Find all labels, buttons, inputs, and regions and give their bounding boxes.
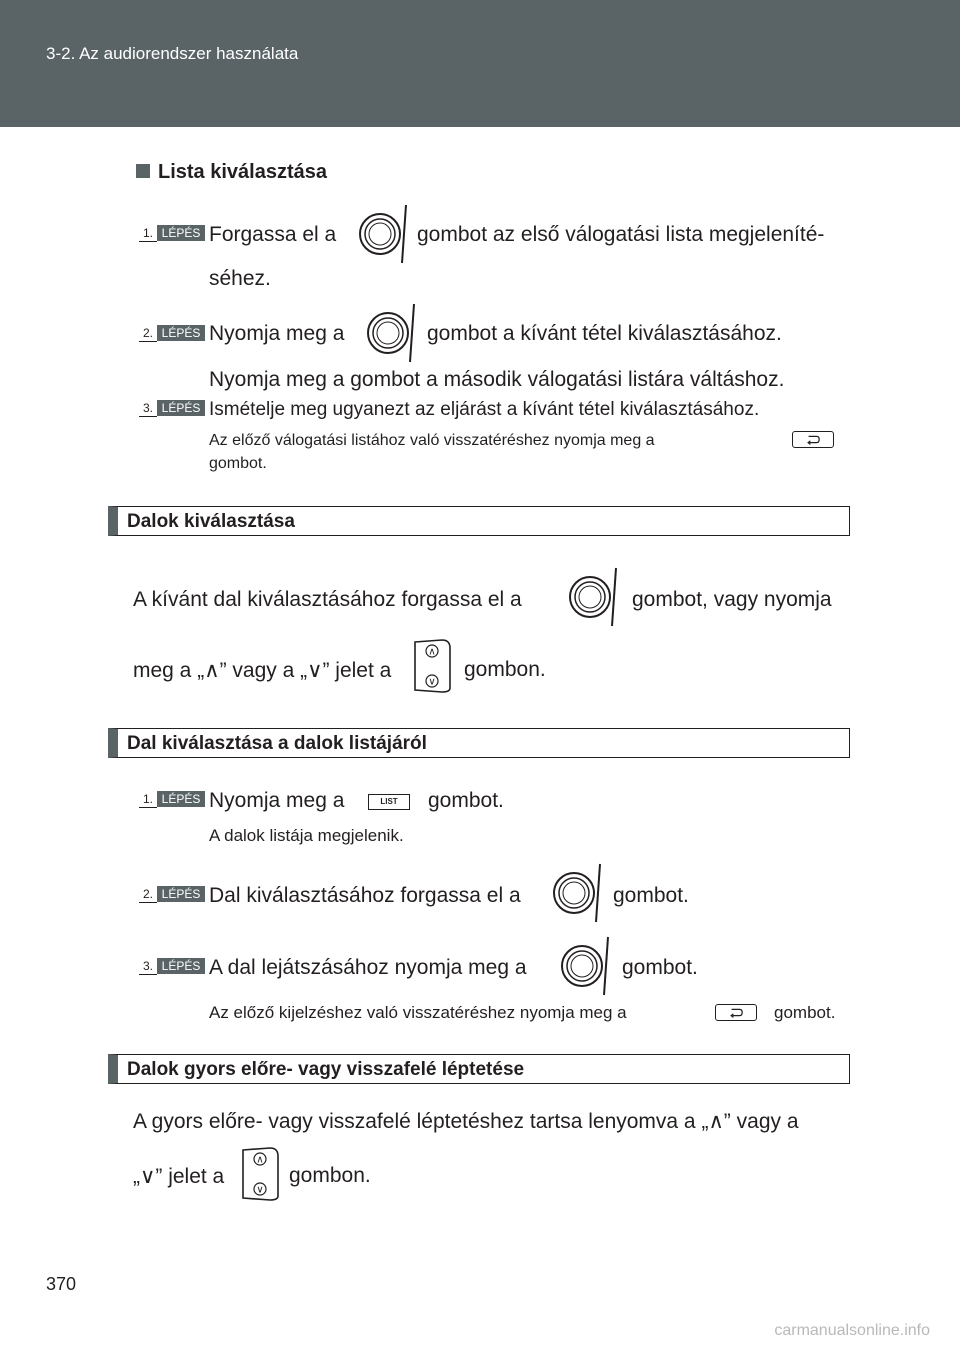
- body-text: gombon.: [289, 1164, 371, 1187]
- seek-rocker-icon: [240, 1146, 280, 1202]
- page-number: 370: [46, 1274, 77, 1294]
- down-symbol: ∨: [428, 676, 436, 688]
- up-symbol: ∧: [428, 646, 436, 658]
- step-note: Az előző kijelzéshez való visszatéréshez nyomja meg a: [209, 1003, 627, 1022]
- section-heading-box: [108, 1054, 850, 1084]
- section-heading-box: [108, 506, 850, 536]
- tune-knob-icon: [550, 862, 604, 924]
- step-badge: [139, 325, 205, 341]
- step-number: 3.: [139, 958, 157, 975]
- step-text: gombot a kívánt tétel kiválasztásához.: [427, 322, 782, 345]
- section-heading: Dalok kiválasztása: [127, 511, 295, 532]
- step-label: LÉPÉS: [157, 225, 205, 241]
- down-symbol: ∨: [256, 1184, 264, 1196]
- step-text: Nyomja meg a gombot a második válogatási listára váltáshoz.: [209, 368, 785, 391]
- section-heading-box: [108, 728, 850, 758]
- step-text: séhez.: [209, 267, 271, 290]
- seek-rocker-icon: [412, 638, 452, 694]
- step-badge: [139, 225, 205, 241]
- subsection-title-text: Lista kiválasztása: [158, 161, 327, 183]
- step-label: LÉPÉS: [157, 958, 205, 974]
- tune-knob-icon: [364, 302, 418, 364]
- square-bullet-icon: [136, 164, 150, 178]
- step-label: LÉPÉS: [157, 886, 205, 902]
- body-text: gombot, vagy nyomja: [632, 588, 832, 611]
- step-text: gombot.: [622, 956, 698, 979]
- body-text: meg a „∧” vagy a „∨” jelet a: [133, 659, 392, 682]
- watermark: carmanualsonline.info: [774, 1322, 930, 1339]
- step-note: gombot.: [209, 455, 267, 472]
- step-note: A dalok listája megjelenik.: [209, 826, 404, 845]
- step-badge: [139, 400, 205, 416]
- step-badge: [139, 886, 205, 902]
- body-text: gombon.: [464, 658, 546, 681]
- step-badge: [139, 958, 205, 974]
- step-text: Dal kiválasztásához forgassa el a: [209, 884, 521, 907]
- step-label: LÉPÉS: [157, 400, 205, 416]
- step-number: 3.: [139, 400, 157, 417]
- subsection-title: [136, 161, 327, 184]
- section-heading: Dalok gyors előre- vagy visszafelé léptetése: [127, 1059, 525, 1080]
- step-label: LÉPÉS: [157, 325, 205, 341]
- list-button-icon: LIST: [368, 794, 410, 810]
- step-number: 1.: [139, 225, 157, 242]
- step-text: A dal lejátszásához nyomja meg a: [209, 956, 527, 979]
- tune-knob-icon: [356, 203, 410, 265]
- body-text: A gyors előre- vagy visszafelé léptetéshez tartsa lenyomva a „∧” vagy a: [133, 1110, 799, 1133]
- step-text: Nyomja meg a: [209, 789, 345, 812]
- step-text: gombot.: [613, 884, 689, 907]
- return-button-icon: [715, 1004, 757, 1021]
- step-number: 2.: [139, 886, 157, 903]
- step-text: gombot az első válogatási lista megjeleníté-: [417, 223, 825, 246]
- step-label: LÉPÉS: [157, 791, 205, 807]
- step-number: 1.: [139, 791, 157, 808]
- step-text: Forgassa el a: [209, 223, 337, 246]
- step-text: gombot.: [428, 789, 504, 812]
- return-button-icon: [792, 431, 834, 448]
- step-text: Ismételje meg ugyanezt az eljárást a kívánt tétel kiválasztásához.: [209, 399, 760, 420]
- page-header: [0, 0, 960, 127]
- step-note: gombot.: [774, 1003, 836, 1022]
- step-text: Nyomja meg a: [209, 322, 345, 345]
- body-text: „∨” jelet a: [133, 1165, 225, 1188]
- step-badge: [139, 791, 205, 807]
- up-symbol: ∧: [256, 1154, 264, 1166]
- step-note: Az előző válogatási listához való visszatéréshez nyomja meg a: [209, 432, 655, 449]
- section-title: 3-2. Az audiorendszer használata: [46, 44, 299, 63]
- body-text: A kívánt dal kiválasztásához forgassa el a: [133, 588, 522, 611]
- tune-knob-icon: [566, 566, 620, 628]
- section-heading: Dal kiválasztása a dalok listájáról: [127, 733, 427, 754]
- tune-knob-icon: [558, 935, 612, 997]
- step-number: 2.: [139, 325, 157, 342]
